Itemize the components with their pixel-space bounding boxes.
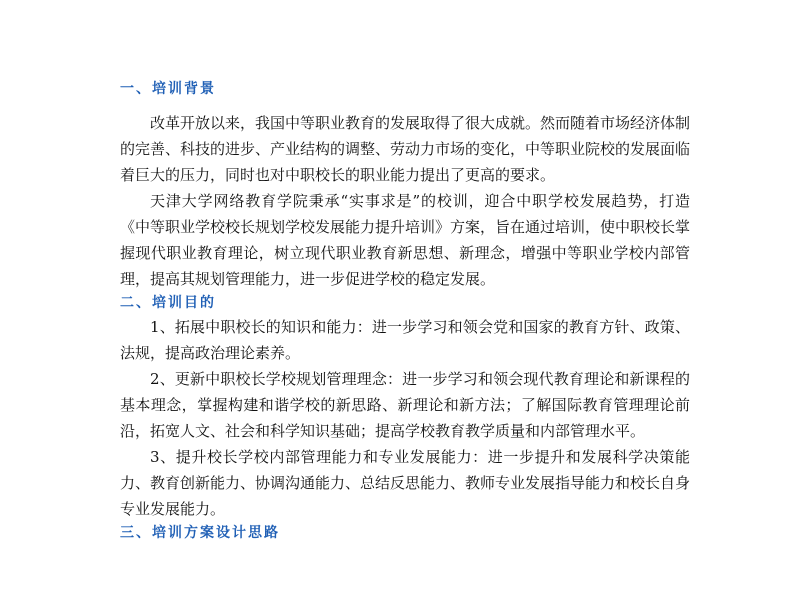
section-heading-design: 三、培训方案设计思路 xyxy=(120,525,280,541)
paragraph-purpose-2: 2、更新中职校长学校规划管理理念：进一步学习和领会现代教育理论和新课程的基本理念，掌握构建和谐学校的新思路、新理论和新方法；了解国际教育管理理论前沿，拓宽人文、社会和科学知识基础；提高学校教育教学质量和内部管理水平。 xyxy=(120,370,690,440)
document-body xyxy=(120,78,690,544)
section-heading-purpose: 二、培训目的 xyxy=(120,295,216,311)
paragraph-purpose-1: 1、拓展中职校长的知识和能力：进一步学习和领会党和国家的教育方针、政策、法规，提高政治理论素养。 xyxy=(120,318,690,362)
paragraph-purpose-3: 3、提升校长学校内部管理能力和专业发展能力：进一步提升和发展科学决策能力、教育创新能力、协调沟通能力、总结反思能力、教师专业发展指导能力和校长自身专业发展能力。 xyxy=(120,448,691,518)
section-heading-background: 一、培训背景 xyxy=(120,81,216,97)
paragraph-background-1: 改革开放以来，我国中等职业教育的发展取得了很大成就。然而随着市场经济体制的完善、科技的进步、产业结构的调整、劳动力市场的变化，中等职业院校的发展面临着巨大的压力，同时也对中职校长的职业能力提出了更高的要求。 xyxy=(120,114,691,184)
paragraph-background-2: 天津大学网络教育学院秉承“实事求是”的校训，迎合中职学校发展趋势，打造《中等职业学校校长规划学校发展能力提升培训》方案，旨在通过培训，使中职校长掌握现代职业教育理论，树立现代职业教育新思想、新理念，增强中等职业学校内部管理，提高其规划管理能力，进一步促进学校的稳定发展。 xyxy=(120,192,691,288)
